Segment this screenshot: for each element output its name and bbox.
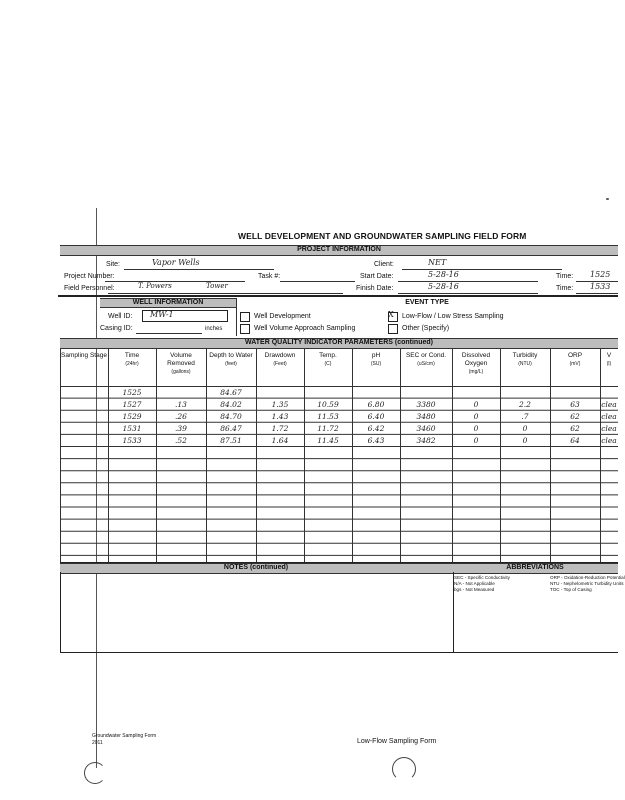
wq-col-header — [501, 352, 549, 368]
well-volume-checkbox[interactable] — [240, 324, 250, 334]
wq-col-name: Drawdown — [264, 352, 296, 359]
notes-box[interactable] — [60, 572, 454, 653]
wq-cell: 86.47 — [220, 424, 242, 434]
other-label: Other (Specify) — [402, 325, 450, 332]
field-personnel-2: Tower — [206, 282, 228, 290]
wq-col-name: Dissolved Oxygen — [461, 352, 491, 367]
wq-col-name: ORP — [567, 352, 583, 359]
wq-cell: 1.72 — [271, 424, 289, 434]
low-flow-label: Low-Flow / Low Stress Sampling — [402, 313, 504, 320]
wq-cell: 6.43 — [367, 436, 385, 446]
wq-cell: 84.70 — [220, 412, 242, 422]
event-type-header: EVENT TYPE — [405, 299, 449, 306]
wq-table — [60, 348, 618, 563]
wq-cell: 6.80 — [367, 400, 385, 410]
wq-cell: 10.59 — [317, 400, 339, 410]
wq-col-name: Turbidity — [512, 352, 538, 359]
wq-col-name: Sampling Stage — [61, 352, 107, 359]
punch-hole-right — [392, 757, 416, 781]
wq-col-header — [61, 352, 107, 360]
wq-col-name: Depth to Water — [209, 352, 253, 359]
wq-col-header — [109, 352, 155, 368]
wq-cell: 1531 — [122, 424, 142, 434]
wq-cell: 1527 — [122, 400, 142, 410]
wq-col-unit: (SU) — [370, 361, 382, 367]
wq-cell: .26 — [175, 412, 187, 422]
wq-cell: clea — [601, 412, 617, 422]
wq-col-name: Temp. — [319, 352, 337, 359]
wq-cell: .52 — [175, 436, 187, 446]
site-field — [124, 268, 274, 270]
wq-cell: .39 — [175, 424, 187, 434]
other-checkbox[interactable] — [388, 324, 398, 334]
wq-cell: 11.72 — [317, 424, 339, 434]
abbrev-right-list — [550, 575, 625, 593]
client-label: Client: — [374, 261, 394, 268]
finish-date-label: Finish Date: — [356, 285, 394, 292]
wq-cell: 84.02 — [220, 400, 242, 410]
wq-col-unit: (feet) — [225, 361, 237, 367]
abbrev-right-3: TOC - Top of Casing — [550, 587, 592, 592]
field-personnel-field — [108, 292, 343, 294]
wq-col-unit: (uS/cm) — [417, 361, 435, 367]
wq-cell: 0 — [522, 436, 528, 446]
casing-id-field — [136, 332, 202, 334]
wq-cell: 3460 — [416, 424, 436, 434]
casing-id-label: Casing ID: — [100, 325, 133, 332]
task-label: Task #: — [258, 273, 281, 280]
abbrev-header: ABBREVIATIONS — [506, 564, 564, 571]
wq-cell: clea — [601, 400, 617, 410]
wq-cell: 62 — [570, 424, 580, 434]
abbrev-left-2: N/A - Not Applicable — [454, 581, 495, 586]
notes-header: NOTES (continued) — [223, 564, 289, 571]
wq-col-header — [551, 352, 599, 368]
finish-date-field — [398, 292, 538, 294]
well-id-value: MW-1 — [150, 310, 174, 319]
wq-cell: 11.53 — [317, 412, 339, 422]
well-event-divider — [236, 298, 237, 336]
well-development-checkbox[interactable] — [240, 312, 250, 322]
wq-col-header — [353, 352, 399, 368]
footer-left-line2: 2011 — [92, 740, 103, 746]
footer-center: Low-Flow Sampling Form — [357, 738, 437, 745]
casing-unit: inches — [205, 326, 223, 332]
site-value: Vapor Wells — [152, 258, 200, 267]
start-date-field — [398, 280, 538, 282]
wq-cell: 3482 — [416, 436, 436, 446]
wq-cell: 0 — [473, 424, 479, 434]
time-field-2 — [576, 292, 618, 294]
wq-col-unit: (C) — [324, 361, 332, 367]
well-id-label: Well ID: — [108, 313, 133, 320]
start-date-value: 5-28-16 — [428, 270, 459, 279]
wq-col-header — [257, 352, 303, 368]
wq-cell: 84.67 — [220, 388, 242, 397]
client-field — [402, 268, 562, 270]
wq-cell: .13 — [175, 400, 187, 410]
wq-cell: 1525 — [122, 388, 142, 397]
abbrev-right-1: ORP - Oxidation-Reduction Potential — [550, 575, 625, 580]
project-info-header: PROJECT INFORMATION — [297, 246, 381, 253]
wq-cell: 64 — [570, 436, 580, 446]
field-personnel-1: T. Powers — [138, 282, 172, 290]
footer-left-line1: Groundwater Sampling Form — [92, 733, 157, 739]
wq-cell: 1533 — [122, 436, 142, 446]
wq-col-unit: (l) — [606, 361, 612, 367]
time-value-1: 1525 — [590, 270, 611, 279]
wq-cell: 6.42 — [367, 424, 385, 434]
wq-cell: 3480 — [416, 412, 436, 422]
well-development-label: Well Development — [254, 313, 311, 320]
wq-cell: 63 — [570, 400, 580, 410]
project-number-label: Project Number: — [64, 273, 115, 280]
wq-cell: 0 — [473, 436, 479, 446]
wq-col-unit: (gallons) — [171, 369, 191, 375]
wq-cell: .7 — [521, 412, 529, 422]
time-value-2: 1533 — [590, 282, 611, 291]
abbrev-left-1: SEC - Specific Conductivity — [454, 575, 510, 580]
wq-col-header — [401, 352, 451, 368]
start-date-label: Start Date: — [360, 273, 394, 280]
site-label: Site: — [106, 261, 121, 268]
wq-col-unit: (Feet) — [273, 361, 287, 367]
wq-col-name: pH — [371, 352, 381, 359]
abbrev-left-3: bgs - Not Measured — [454, 587, 495, 592]
wq-cell: 62 — [570, 412, 580, 422]
wq-cell: 0 — [522, 424, 528, 434]
wq-col-header — [207, 352, 255, 368]
section-divider — [58, 295, 618, 297]
scan-speck — [606, 198, 609, 200]
wq-col-name: Time — [124, 352, 140, 359]
field-personnel-label: Field Personnel: — [64, 285, 115, 292]
wq-cell: 6.40 — [367, 412, 385, 422]
wq-col-header — [601, 352, 617, 368]
wq-cell: 3380 — [416, 400, 436, 410]
client-value: NET — [428, 258, 447, 267]
abbrev-right-2: NTU - Nephelometric Turbidity Units — [550, 581, 624, 586]
task-field — [280, 280, 355, 282]
wq-col-header — [305, 352, 351, 368]
low-flow-check-mark: X — [388, 310, 394, 319]
wq-cell: 1529 — [122, 412, 142, 422]
wq-cell: clea — [601, 436, 617, 446]
wq-cell: clea — [601, 424, 617, 434]
wq-col-header — [453, 352, 499, 376]
wq-header: WATER QUALITY INDICATOR PARAMETERS (continued) — [245, 339, 433, 346]
wq-col-unit: (mg/L) — [468, 369, 484, 375]
wq-col-unit: (NTU) — [518, 361, 532, 367]
time-label-1: Time: — [556, 273, 574, 280]
time-label-2: Time: — [556, 285, 574, 292]
wq-cell: 0 — [473, 400, 479, 410]
form-title: WELL DEVELOPMENT AND GROUNDWATER SAMPLING FIELD FORM — [238, 231, 527, 241]
wq-col-name: SEC or Cond. — [405, 352, 447, 359]
wq-col-unit: (24hr) — [125, 361, 139, 367]
punch-hole-left — [84, 762, 106, 784]
wq-cell: 1.35 — [271, 400, 289, 410]
abbrev-left-list — [454, 575, 544, 593]
wq-col-name: Volume Removed — [167, 352, 195, 367]
wq-cell: 1.43 — [271, 412, 289, 422]
wq-cell: 1.64 — [271, 436, 289, 446]
well-volume-label: Well Volume Approach Sampling — [254, 325, 356, 332]
wq-col-unit: (mV) — [569, 361, 581, 367]
wq-col-name: V — [606, 352, 612, 359]
finish-date-value: 5-28-16 — [428, 282, 459, 291]
well-info-header: WELL INFORMATION — [132, 299, 204, 306]
wq-cell: 11.45 — [317, 436, 339, 446]
wq-cell: 2.2 — [519, 400, 531, 410]
wq-cell: 0 — [473, 412, 479, 422]
wq-cell: 87.51 — [220, 436, 242, 446]
wq-col-header — [157, 352, 205, 376]
wq-table-grid — [60, 348, 618, 562]
